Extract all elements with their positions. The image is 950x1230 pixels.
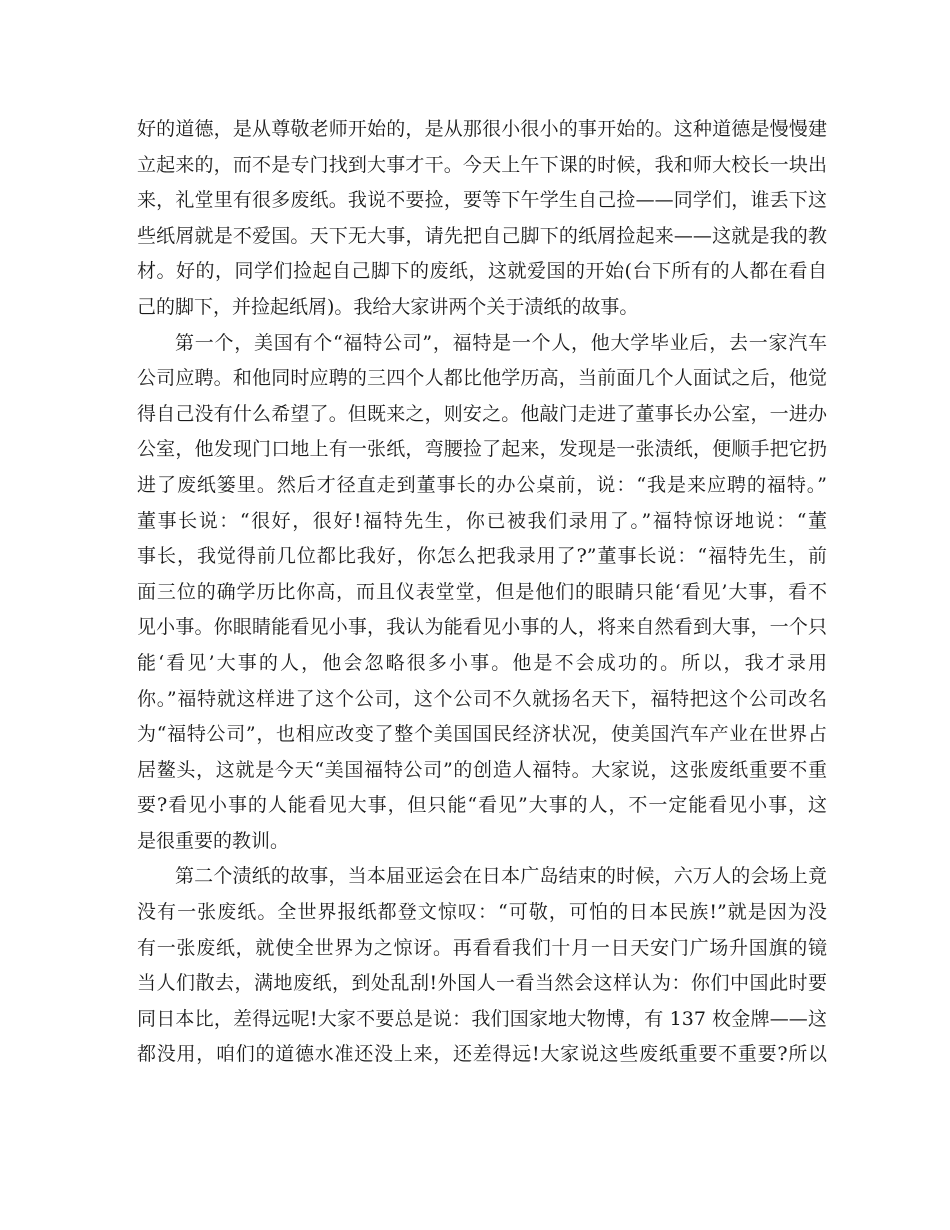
text-line: 些纸屑就是不爱国。天下无大事，请先把自己脚下的纸屑捡起来——这就是我的教 — [137, 224, 827, 247]
text-line: 居鳌头，这就是今天“美国福特公司”的创造人福特。大家说，这张废纸重要不重 — [137, 758, 827, 781]
text-line: 当人们散去，满地废纸，到处乱刮!外国人一看当然会这样认为：你们中国此时要 — [137, 972, 827, 995]
text-line: 没有一张废纸。全世界报纸都登文惊叹：“可敬，可怕的日本民族!”就是因为没 — [137, 901, 827, 924]
text-line: 事长，我觉得前几位都比我好，你怎么把我录用了?”董事长说：“福特先生，前 — [137, 545, 827, 568]
text-line: 见小事。你眼睛能看见小事，我认为能看见小事的人，将来自然看到大事，一个只 — [137, 616, 827, 639]
text-line: 有一张废纸，就使全世界为之惊讶。再看看我们十月一日天安门广场升国旗的镜 — [137, 936, 827, 959]
text-line: 公司应聘。和他同时应聘的三四个人都比他学历高，当前面几个人面试之后，他觉 — [137, 367, 827, 390]
document-body — [137, 112, 827, 1073]
text-line: 要?看见小事的人能看见大事，但只能“看见”大事的人，不一定能看见小事，这 — [137, 794, 827, 817]
text-line: 材。好的，同学们捡起自己脚下的废纸，这就爱国的开始(台下所有的人都在看自 — [137, 260, 827, 283]
text-line: 进了废纸篓里。然后才径直走到董事长的办公桌前，说：“我是来应聘的福特。” — [137, 473, 827, 496]
text-line: 能‘看见’大事的人，他会忽略很多小事。他是不会成功的。所以，我才录用 — [137, 651, 827, 674]
text-line: 都没用，咱们的道德水准还没上来，还差得远!大家说这些废纸重要不重要?所以 — [137, 1043, 827, 1066]
text-line: 董事长说：“很好，很好!福特先生，你已被我们录用了。”福特惊讶地说：“董 — [137, 509, 827, 532]
paragraph-2 — [137, 326, 827, 860]
text-line: 得自己没有什么希望了。但既来之，则安之。他敲门走进了董事长办公室，一进办 — [137, 402, 827, 425]
text-line: 立起来的，而不是专门找到大事才干。今天上午下课的时候，我和师大校长一块出 — [137, 153, 827, 176]
text-line: 来，礼堂里有很多废纸。我说不要捡，要等下午学生自己捡——同学们，谁丢下这 — [137, 189, 827, 212]
text-line: 为“福特公司”，也相应改变了整个美国国民经济状况，使美国汽车产业在世界占 — [137, 723, 827, 746]
text-line: 第二个渍纸的故事，当本届亚运会在日本广岛结束的时候，六万人的会场上竟 — [175, 865, 827, 888]
text-line: 公室，他发现门口地上有一张纸，弯腰捡了起来，发现是一张渍纸，便顺手把它扔 — [137, 438, 827, 461]
text-line: 第一个，美国有个“福特公司”，福特是一个人，他大学毕业后，去一家汽车 — [175, 331, 827, 354]
text-line: 是很重要的教训。 — [137, 829, 290, 852]
text-line: 己的脚下，并捡起纸屑)。我给大家讲两个关于渍纸的故事。 — [137, 295, 639, 318]
text-line: 你。”福特就这样进了这个公司，这个公司不久就扬名天下，福特把这个公司改名 — [137, 687, 827, 710]
paragraph-3 — [137, 859, 827, 1073]
text-line: 好的道德，是从尊敬老师开始的，是从那很小很小的事开始的。这种道德是慢慢建 — [137, 118, 827, 140]
text-line: 同日本比，差得远呢!大家不要总是说：我们国家地大物博，有 137 枚金牌——这 — [137, 1007, 827, 1030]
text-line: 面三位的确学历比你高，而且仪表堂堂，但是他们的眼睛只能‘看见’大事，看不 — [137, 580, 827, 603]
paragraph-1 — [137, 112, 827, 326]
